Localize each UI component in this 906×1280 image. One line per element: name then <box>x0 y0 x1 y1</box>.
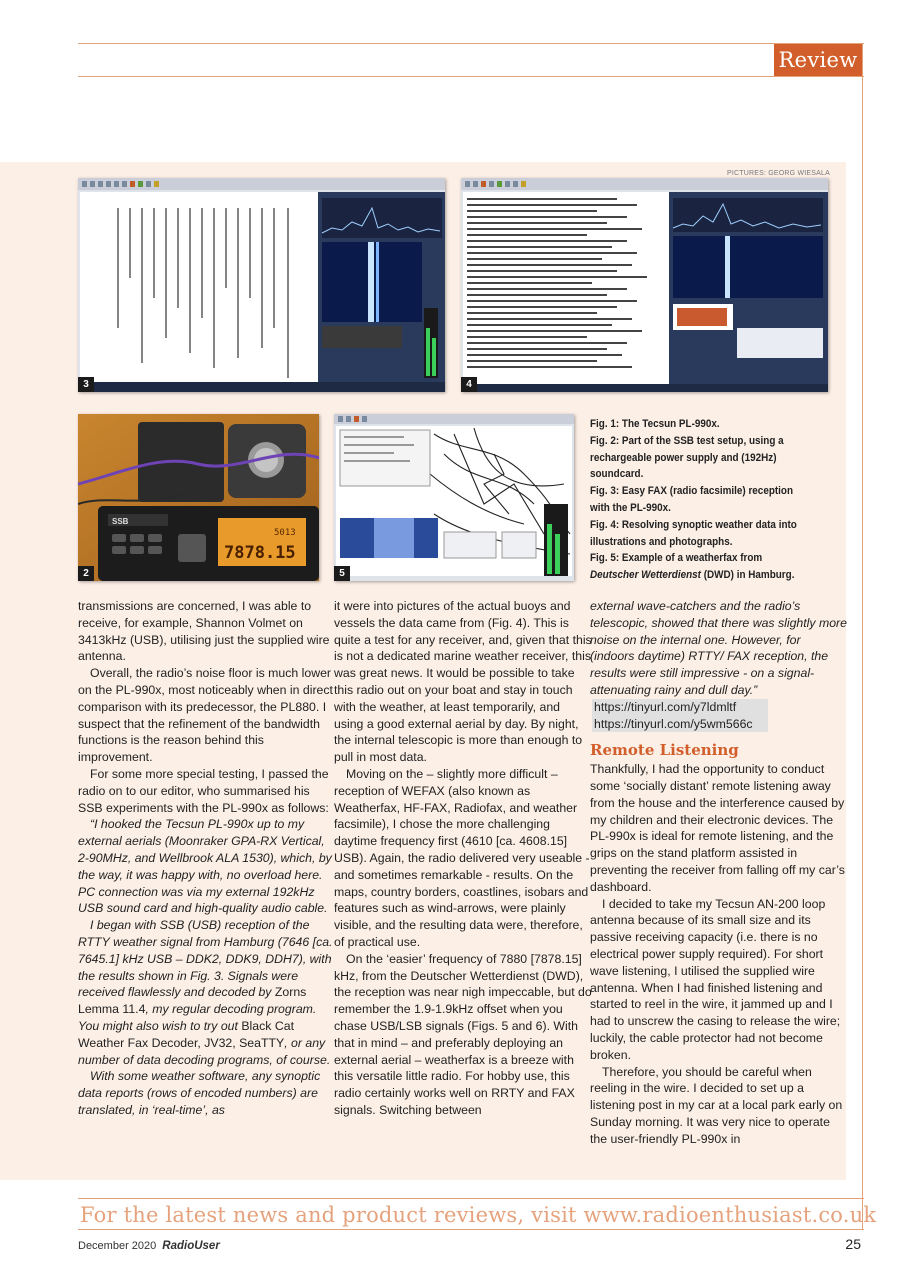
col1-quote-paragraph-1: “I hooked the Tecsun PL-990x up to my external aerials (Moonraker GPA-RX Vertical, 2-90MHz, and Wellbrook ALA 1530), which, by the way, it was happy with, no overload here. PC connection was via my external 192kHz USB sound card and high-quality audio cable. <box>78 817 332 916</box>
figure-captions <box>590 416 806 584</box>
footer-promo-banner[interactable]: For the latest news and product reviews, visit www.radioenthusiast.co.uk <box>80 1203 877 1227</box>
fax-text-screen-image <box>78 178 445 392</box>
subheading-remote-listening: Remote Listening <box>590 741 739 760</box>
software-name-zorns: Zorns Lemma 11.4 <box>78 985 307 1017</box>
caption-fig-5-tail: (DWD) in Hamburg. <box>700 569 795 582</box>
col2-paragraph-2: Moving on the – slightly more difficult – reception of WEFAX (also known as Weatherfax, HF-FAX, Radiofax, and weather facsimile), I chose the more challenging daytime frequency first (4610 [ca. 4608.15] USB). Again, the radio delivered very useable - and sometimes remarkable - results. On the maps, country borders, coastlines, isobars and features such as wind-arrows, were plainly visible, and the resulting data were, therefore, of practical use. <box>334 766 590 949</box>
caption-fig-5-text: Fig. 5: Example of a weatherfax from <box>590 552 763 565</box>
section-tag-review: Review <box>774 44 862 76</box>
figure-number-4: 4 <box>461 377 477 392</box>
col2-text-c: , the reception was near nigh impeccable, but do remember the 1.9-1.9kHz offset when you chase USB/LSB signals (Figs. 5 and 6). With that in mind – and preferably deploying an external aerial – weatherfax is a breeze with this versatile little radio. For hobby use, this radio certainly works well on RRTY and FAX signals. Switching between <box>334 968 592 1117</box>
lcd-frequency-readout: 7878.15 <box>224 543 296 563</box>
svg-text:SSB: SSB <box>112 517 129 526</box>
col1-quote-paragraph-2 <box>78 917 336 1068</box>
article-column-1 <box>78 598 336 1119</box>
weatherfax-screen-image <box>334 414 574 581</box>
header-rule-top <box>78 43 864 44</box>
header-rule-bottom <box>78 76 864 77</box>
figure-4-screenshot <box>461 178 828 392</box>
article-column-3 <box>590 598 848 1148</box>
caption-fig-5-italic: Deutscher Wetterdienst <box>590 569 701 582</box>
right-margin-rule <box>862 43 863 1229</box>
figure-3-screenshot <box>78 178 445 392</box>
col2-paragraph-1: it were into pictures of the actual buoys and vessels the data came from (Fig. 4). This is quite a test for any receiver, and, given that this is not a dedicated marine weather receiver, this was great news. It would be possible to take this radio out on your boat and stay in touch with the weather, at least temporarily, and using a good external aerial by day. By night, the internal telescopic is more than enough to pull in most data. <box>334 599 592 765</box>
magazine-name: RadioUser <box>162 1240 220 1252</box>
tinyurl-link-2[interactable]: https://tinyurl.com/y5wm566c <box>592 716 768 733</box>
quote-text-c: , my regular decoding program. You might also wish to try out <box>78 1002 317 1033</box>
caption-fig-1: Fig. 1: The Tecsun PL-990x. <box>590 418 720 430</box>
col3-paragraph-2: I decided to take my Tecsun AN-200 loop antenna because of its small size and its passive receiving capacity (i.e. there is no electrical power supply required). For short wave listening, I utilised the supplied wire antenna. When I had finished listening and started to reel in the wire, it jammed up and I had to unscrew the casing to release the wire; luckily, the cable protector had not become broken. <box>590 896 841 1062</box>
dwd-name: Deutscher Wetterdienst (DWD) <box>410 968 580 983</box>
page-number: 25 <box>845 1236 861 1252</box>
tinyurl-link-1[interactable]: https://tinyurl.com/y7ldmltf <box>592 699 768 716</box>
col1-paragraph-1: transmissions are concerned, I was able to receive, for example, Shannon Volmet on 3413kHz (USB), utilising just the supplied wire antenna. <box>78 599 330 664</box>
quote-text-e: , or any number of data decoding programs, of course. <box>78 1035 331 1067</box>
quote-text-a: I began with SSB (USB) reception of the RTTY weather signal from Hamburg (7646 [ca. 7645.1] kHz USB – DDK2, DDK9, DDH7), with the results shown in Fig. 3. Signals were received flawlessly and decoded by <box>78 918 333 1000</box>
software-name-list: Black Cat Weather Fax Decoder, JV32, SeaTTY <box>78 1018 294 1050</box>
caption-fig-4: Fig. 4: Resolving synoptic weather data into illustrations and photographs. <box>590 518 797 548</box>
col1-paragraph-3: For some more special testing, I passed the radio on to our editor, who summarised his SSB experiments with the PL-990x as follows: <box>78 766 329 815</box>
col1-paragraph-2: Overall, the radio’s noise floor is much lower on the PL-990x, most noticeably when in direct comparison with its predecessor, the PL880. I suspect that the refinement of the bandwidth functions is the reason behind this improvement. <box>78 666 333 765</box>
footer-rule-bottom <box>78 1229 864 1230</box>
article-column-2 <box>334 598 592 1119</box>
picture-credit: PICTURES: GEORG WIESALA <box>726 170 830 177</box>
caption-fig-2: Fig. 2: Part of the SSB test setup, using a rechargeable power supply and (192Hz) soundcard. <box>590 434 784 481</box>
figure-number-3: 3 <box>78 377 94 392</box>
col2-paragraph-3 <box>334 951 592 1119</box>
col3-quote-end: external wave-catchers and the radio’s telescopic, showed that there was slightly more noise on the internal one. However, for (indoors daytime) RTTY/ FAX reception, the results were still impressive - on a signal-attenuating rainy and dull day.” <box>590 599 847 697</box>
synoptic-data-screen-image <box>461 178 828 392</box>
col1-quote-paragraph-3: With some weather software, any synoptic data reports (rows of encoded numbers) are translated, in ‘real-time’, as <box>78 1069 321 1117</box>
figure-number-5: 5 <box>334 566 350 581</box>
figure-5-screenshot <box>334 414 574 581</box>
radio-setup-photo-image <box>78 414 319 581</box>
caption-fig-5 <box>590 550 806 584</box>
footer-issue-info <box>78 1240 220 1252</box>
caption-fig-3: Fig. 3: Easy FAX (radio facsimile) reception with the PL-990x. <box>590 485 794 514</box>
col3-paragraph-1: Thankfully, I had the opportunity to conduct some ‘socially distant’ remote listening away from the house and the interference caused by my children and their electronic devices. The PL-990x is ideal for remote listening, and the grips on the stand platform assisted in preventing the receiver from falling off my car’s dashboard. <box>590 762 845 894</box>
lcd-small-readout: 5013 <box>274 528 296 538</box>
col3-paragraph-3: Therefore, you should be careful when reeling in the wire. I decided to set up a listening post in my car at a local park early on Sunday morning. It was very nice to operate the user-friendly PL-990x in <box>590 1064 843 1146</box>
col2-text-a: On the ‘easier’ frequency of 7880 [7878.15] kHz, from the <box>334 951 582 983</box>
figure-2-photo <box>78 414 319 581</box>
issue-date: December 2020 <box>78 1240 157 1252</box>
footer-rule-top <box>78 1198 864 1199</box>
figure-number-2: 2 <box>78 566 94 581</box>
